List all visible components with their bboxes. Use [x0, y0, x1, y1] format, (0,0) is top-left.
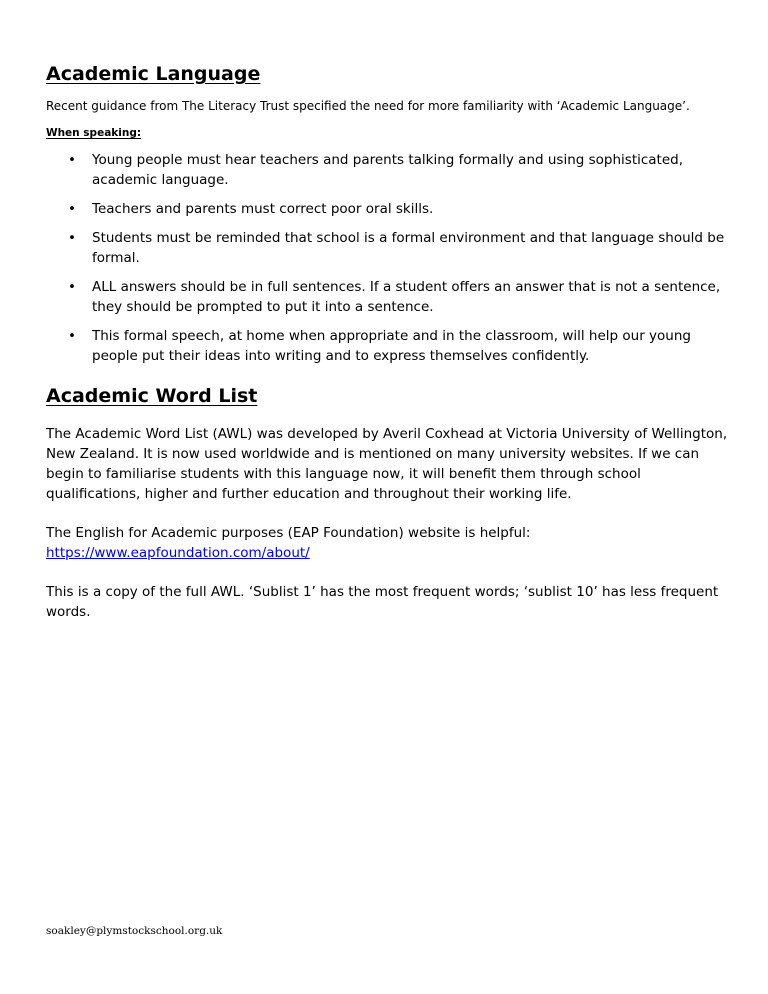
section-title-academic-word-list: Academic Word List — [46, 385, 258, 407]
bullet-icon: • — [68, 152, 76, 168]
list-item-text: Teachers and parents must correct poor oral skills. — [92, 201, 434, 217]
list-item-text: This formal speech, at home when appropriate and in the classroom, will help our young people put their ideas into writing and to express themselves confidently. — [92, 328, 691, 364]
list-item — [46, 199, 736, 219]
bullet-icon: • — [68, 279, 76, 295]
list-item-text: Students must be reminded that school is a formal environment and that language should be formal. — [92, 230, 725, 266]
list-item-text: Young people must hear teachers and parents talking formally and using sophisticated, academic language. — [92, 152, 684, 188]
eap-paragraph — [46, 523, 736, 563]
list-item-text: ALL answers should be in full sentences. If a student offers an answer that is not a sentence, they should be prompted to put it into a sentence. — [92, 279, 721, 315]
bullet-icon: • — [68, 328, 76, 344]
awl-description-paragraph: The Academic Word List (AWL) was developed by Averil Coxhead at Victoria University of Wellington, New Zealand. It is now used worldwide and is mentioned on many university websites. If we can begin to familiarise students with this language now, it will benefit them through school qualifications, higher and further education and throughout their working life. — [46, 426, 728, 502]
intro-paragraph: Recent guidance from The Literacy Trust specified the need for more familiarity with ‘Academic Language’. — [46, 99, 690, 113]
list-item — [46, 150, 736, 190]
document-page — [46, 60, 736, 641]
footer-email: soakley@plymstockschool.org.uk — [46, 925, 223, 937]
list-item — [46, 228, 736, 268]
list-item — [46, 277, 736, 317]
section-title-academic-language: Academic Language — [46, 63, 261, 85]
bullet-icon: • — [68, 201, 76, 217]
eap-foundation-link[interactable]: https://www.eapfoundation.com/about/ — [46, 545, 310, 561]
speaking-bullet-list — [46, 150, 736, 366]
subheading-when-speaking: When speaking: — [46, 127, 142, 139]
awl-copy-paragraph: This is a copy of the full AWL. ‘Sublist 1’ has the most frequent words; ‘sublist 10’ has less frequent words. — [46, 584, 719, 620]
list-item — [46, 326, 736, 366]
bullet-icon: • — [68, 230, 76, 246]
eap-paragraph-text: The English for Academic purposes (EAP Foundation) website is helpful: — [46, 525, 531, 541]
